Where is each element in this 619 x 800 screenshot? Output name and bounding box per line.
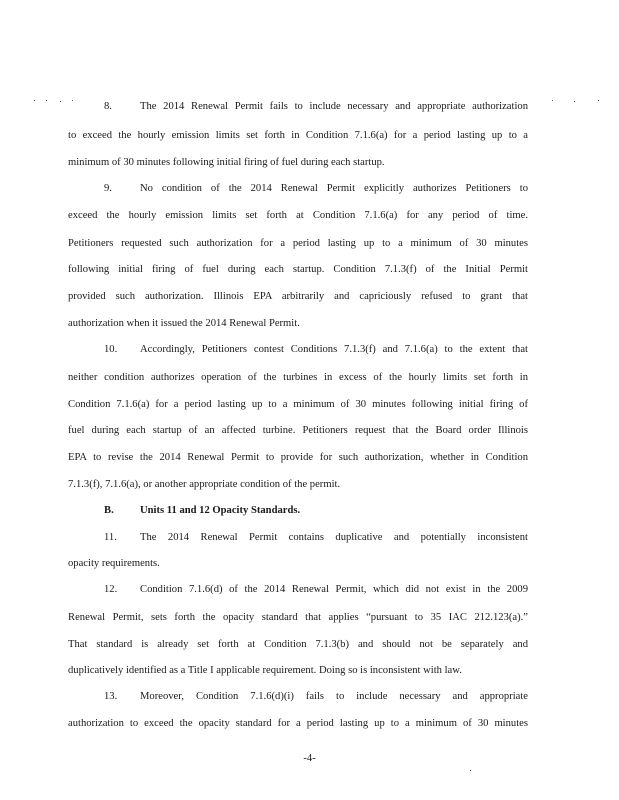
paragraph-9-line-3: Petitioners requested such authorization for a period lasting up to a minimum of 30 minutes xyxy=(68,238,528,249)
paragraph-text: Condition 7.1.6(d) of the 2014 Renewal Permit, which did not exist in the 2009 xyxy=(140,584,528,595)
paragraph-9-line-1 xyxy=(104,182,528,196)
paragraph-9-line-2: exceed the hourly emission limits set forth at Condition 7.1.6(a) for any period of time. xyxy=(68,210,528,221)
paragraph-8-line-1 xyxy=(104,100,528,114)
paragraph-12-line-4: duplicatively identified as a Title I applicable requirement. Doing so is inconsistent with law. xyxy=(68,665,462,676)
paragraph-8-line-3: minimum of 30 minutes following initial firing of fuel during each startup. xyxy=(68,157,385,168)
scan-speck xyxy=(46,100,47,101)
paragraph-13-line-2: authorization to exceed the opacity standard for a period lasting up to a minimum of 30 minutes xyxy=(68,718,528,729)
paragraph-12-line-1 xyxy=(104,583,528,597)
paragraph-8-line-2: to exceed the hourly emission limits set forth in Condition 7.1.6(a) for a period lasting up to a xyxy=(68,130,528,141)
paragraph-13-line-1 xyxy=(104,690,528,704)
paragraph-text: No condition of the 2014 Renewal Permit explicitly authorizes Petitioners to xyxy=(140,183,528,194)
paragraph-12-line-2: Renewal Permit, sets forth the opacity standard that applies “pursuant to 35 IAC 212.123(a).” xyxy=(68,612,528,623)
heading-letter: B. xyxy=(104,505,114,516)
paragraph-9-line-6: authorization when it issued the 2014 Renewal Permit. xyxy=(68,318,300,329)
paragraph-11-line-1 xyxy=(104,531,528,545)
scan-speck xyxy=(470,770,471,771)
scan-speck xyxy=(60,101,61,102)
scan-speck xyxy=(552,100,553,101)
paragraph-10-line-1 xyxy=(104,343,528,357)
section-heading-b xyxy=(104,504,300,518)
scan-speck xyxy=(598,100,599,101)
paragraph-10-line-4: fuel during each startup of an affected turbine. Petitioners request that the Board order Illinois xyxy=(68,425,528,436)
paragraph-10-line-6: 7.1.3(f), 7.1.6(a), or another appropriate condition of the permit. xyxy=(68,479,341,490)
paragraph-number: 12. xyxy=(104,584,118,595)
paragraph-9-line-4: following initial firing of fuel during each startup. Condition 7.1.3(f) of the Initial Permit xyxy=(68,264,528,275)
paragraph-10-line-3: Condition 7.1.6(a) for a period lasting up to a minimum of 30 minutes following initial firing of xyxy=(68,399,528,410)
paragraph-number: 8. xyxy=(104,101,112,112)
scan-speck xyxy=(72,100,73,101)
paragraph-number: 13. xyxy=(104,691,118,702)
paragraph-number: 11. xyxy=(104,532,117,543)
page-number: -4- xyxy=(303,753,316,764)
scan-speck xyxy=(574,101,575,102)
paragraph-number: 10. xyxy=(104,344,118,355)
paragraph-10-line-2: neither condition authorizes operation of the turbines in excess of the hourly limits set forth in xyxy=(68,372,528,383)
scan-speck xyxy=(34,100,35,101)
paragraph-text: The 2014 Renewal Permit fails to include necessary and appropriate authorization xyxy=(140,101,528,112)
paragraph-12-line-3: That standard is already set forth at Condition 7.1.3(b) and should not be separately and xyxy=(68,639,528,650)
paragraph-10-line-5: EPA to revise the 2014 Renewal Permit to provide for such authorization, whether in Condition xyxy=(68,452,528,463)
paragraph-text: Accordingly, Petitioners contest Conditions 7.1.3(f) and 7.1.6(a) to the extent that xyxy=(140,344,528,355)
paragraph-text: Moreover, Condition 7.1.6(d)(i) fails to include necessary and appropriate xyxy=(140,691,528,702)
paragraph-text: The 2014 Renewal Permit contains duplicative and potentially inconsistent xyxy=(140,532,528,543)
paragraph-number: 9. xyxy=(104,183,112,194)
paragraph-9-line-5: provided such authorization. Illinois EPA arbitrarily and capriciously refused to grant that xyxy=(68,291,528,302)
paragraph-11-line-2: opacity requirements. xyxy=(68,558,160,569)
heading-title: Units 11 and 12 Opacity Standards. xyxy=(140,505,301,516)
